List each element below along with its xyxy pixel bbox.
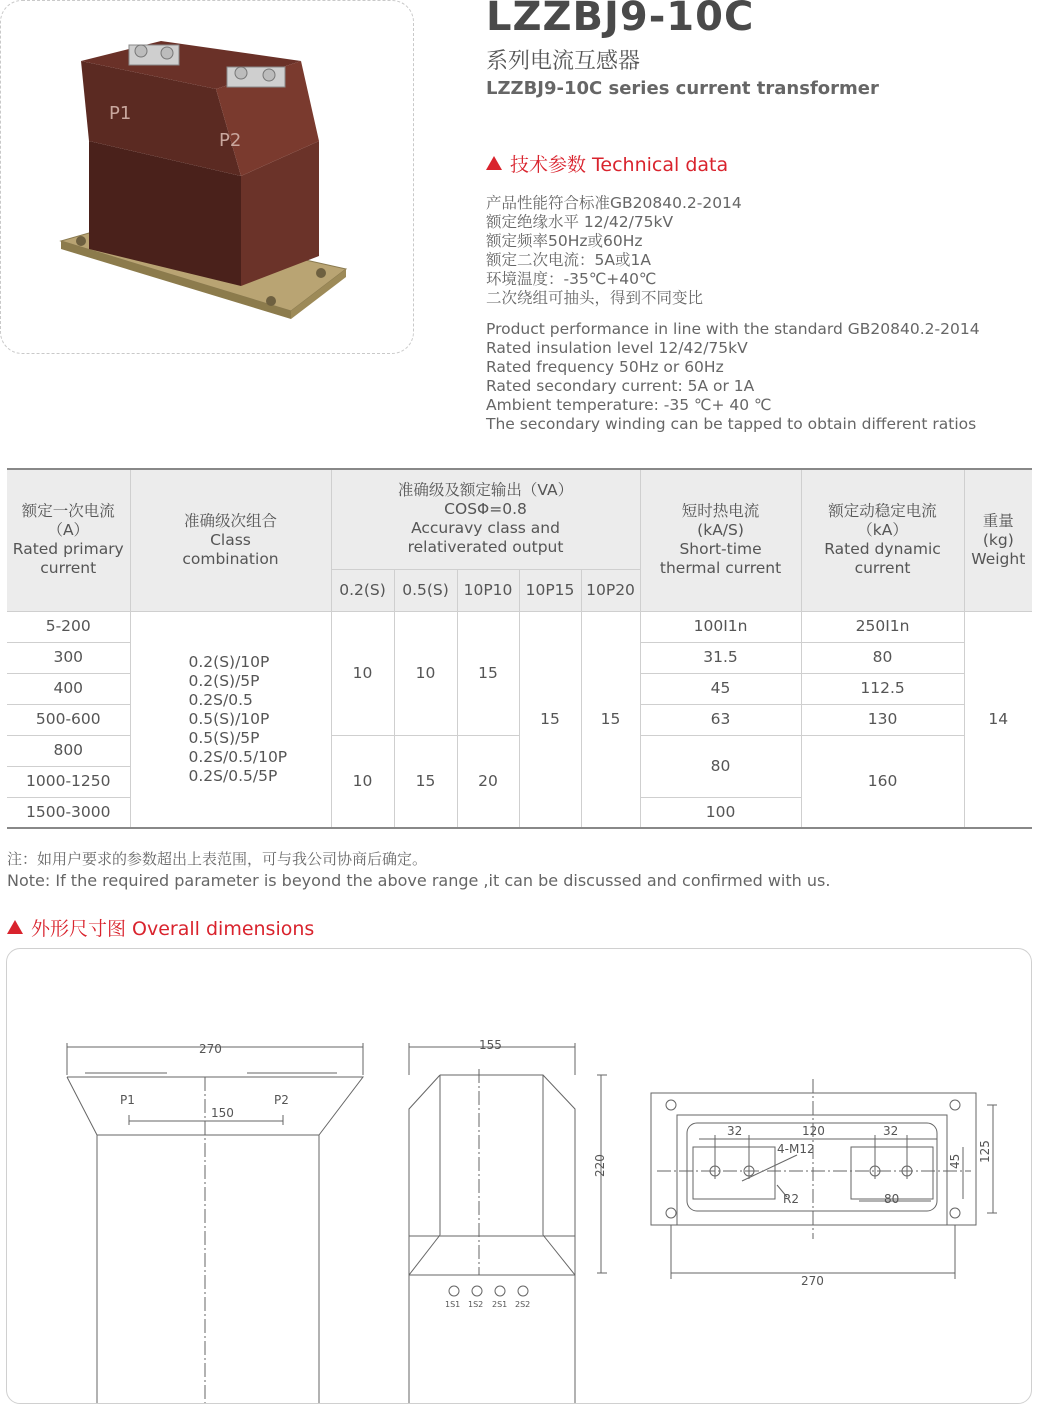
- base-dim-45: 45: [948, 1153, 962, 1169]
- terminal-label: 2S2: [515, 1300, 531, 1309]
- base-dim-32b: 32: [883, 1124, 899, 1138]
- note-cn: 注：如用户要求的参数超出上表范围，可与我公司协商后确定。: [7, 850, 428, 868]
- base-dim-270: 270: [801, 1274, 824, 1288]
- photo-label-p1: P1: [109, 103, 132, 124]
- front-p2-label: P2: [274, 1093, 289, 1107]
- dynamic-cell: 112.5: [801, 673, 964, 704]
- primary-cell: 400: [7, 673, 130, 704]
- spec-list-en: [486, 320, 980, 434]
- base-r2-label: R2: [783, 1192, 799, 1206]
- base-dim-80: 80: [884, 1192, 900, 1206]
- subtitle-cn: 系列电流互感器: [486, 49, 641, 74]
- technical-heading-text: 技术参数 Technical data: [510, 154, 729, 176]
- thermal-cell: 80: [640, 735, 801, 797]
- triangle-icon: [7, 920, 23, 934]
- dynamic-cell: 160: [801, 735, 964, 828]
- spec-line: 额定绝缘水平 12/42/75kV: [486, 213, 674, 231]
- base-thread-label: 4-M12: [777, 1142, 815, 1156]
- subtitle-en: LZZBJ9-10C series current transformer: [486, 78, 879, 99]
- base-dim-32a: 32: [727, 1124, 743, 1138]
- dimensions-heading-text: 外形尺寸图 Overall dimensions: [31, 918, 315, 940]
- header-class-combination: 准确级次组合 Class combination: [130, 469, 331, 611]
- thermal-cell: 45: [640, 673, 801, 704]
- front-width-label: 270: [199, 1042, 222, 1056]
- dimension-drawings: [7, 949, 1031, 1403]
- spec-line: 额定二次电流：5A或1A: [486, 251, 651, 269]
- photo-label-p2: P2: [219, 130, 242, 151]
- header-primary-current: 额定一次电流 （A） Rated primary current: [7, 469, 130, 611]
- spec-list-cn: [486, 194, 742, 308]
- weight-cell: 14: [964, 611, 1032, 828]
- terminal-label: 1S1: [445, 1300, 461, 1309]
- dimensions-heading: [7, 914, 314, 941]
- dynamic-cell: 250I1n: [801, 611, 964, 642]
- thermal-cell: 31.5: [640, 642, 801, 673]
- dynamic-cell: 80: [801, 642, 964, 673]
- header-dynamic-current: 额定动稳定电流 （kA） Rated dynamic current: [801, 469, 964, 611]
- spec-table: [7, 468, 1032, 829]
- technical-data-heading: [486, 150, 728, 177]
- class-combo-cell: 0.2(S)/10P 0.2(S)/5P 0.2S/0.5 0.5(S)/10P 0.5(S)/5P 0.2S/0.5/10P 0.2S/0.5/5P: [130, 611, 331, 828]
- primary-cell: 5-200: [7, 611, 130, 642]
- terminal-label: 1S2: [468, 1300, 484, 1309]
- header-weight: 重量 (kg) Weight: [964, 469, 1032, 611]
- primary-cell: 1000-1250: [7, 766, 130, 797]
- front-p1-label: P1: [120, 1093, 135, 1107]
- terminal-label: 2S1: [492, 1300, 508, 1309]
- subheader-cell: 0.5(S): [394, 569, 457, 611]
- spec-line: Rated secondary current: 5A or 1A: [486, 377, 755, 395]
- value-cell: 10: [331, 611, 394, 735]
- primary-cell: 500-600: [7, 704, 130, 735]
- base-dim-120: 120: [802, 1124, 825, 1138]
- spec-line: 二次绕组可抽头，得到不同变比: [486, 289, 704, 307]
- subheader-cell: 10P15: [519, 569, 581, 611]
- spec-line: The secondary winding can be tapped to obtain different ratios: [486, 415, 977, 433]
- dynamic-cell: 130: [801, 704, 964, 735]
- spec-line: Product performance in line with the standard GB20840.2-2014: [486, 320, 980, 338]
- subheader-cell: 0.2(S): [331, 569, 394, 611]
- spec-line: Rated insulation level 12/42/75kV: [486, 339, 748, 357]
- side-view-drawing: [409, 1038, 607, 1403]
- front-spacing-label: 150: [211, 1106, 234, 1120]
- value-cell: 15: [519, 611, 581, 828]
- value-cell: 20: [457, 735, 519, 828]
- value-cell: 10: [331, 735, 394, 828]
- spec-line: Ambient temperature: -35 ℃+ 40 ℃: [486, 396, 772, 414]
- value-cell: 10: [394, 611, 457, 735]
- primary-cell: 800: [7, 735, 130, 766]
- spec-line: 额定频率50Hz或60Hz: [486, 232, 643, 250]
- table-row: [7, 611, 1032, 642]
- product-photo-frame: [0, 0, 414, 354]
- base-dim-125: 125: [978, 1140, 992, 1163]
- spec-line: Rated frequency 50Hz or 60Hz: [486, 358, 724, 376]
- value-cell: 15: [581, 611, 640, 828]
- front-view-drawing: [47, 1042, 363, 1403]
- page-title: LZZBJ9-10C: [486, 0, 755, 40]
- value-cell: 15: [394, 735, 457, 828]
- thermal-cell: 100I1n: [640, 611, 801, 642]
- subheader-cell: 10P10: [457, 569, 519, 611]
- thermal-cell: 100: [640, 797, 801, 828]
- header-thermal-current: 短时热电流 (kA/S) Short-time thermal current: [640, 469, 801, 611]
- note-en: Note: If the required parameter is beyond the above range ,it can be discussed and confirmed with us.: [7, 871, 831, 890]
- side-width-label: 155: [479, 1038, 502, 1052]
- spec-line: 产品性能符合标准GB20840.2-2014: [486, 194, 742, 212]
- triangle-icon: [486, 156, 502, 170]
- product-photo: [1, 1, 415, 355]
- spec-line: 环境温度：-35℃+40℃: [486, 270, 657, 288]
- side-height-label: 220: [593, 1154, 607, 1177]
- primary-cell: 300: [7, 642, 130, 673]
- base-view-drawing: [651, 1079, 997, 1288]
- subheader-cell: 10P20: [581, 569, 640, 611]
- header-accuracy-output: 准确级及额定输出（VA） COSΦ=0.8 Accuravy class and relativerated output: [331, 469, 640, 569]
- thermal-cell: 63: [640, 704, 801, 735]
- value-cell: 15: [457, 611, 519, 735]
- primary-cell: 1500-3000: [7, 797, 130, 828]
- dimensions-drawing-frame: [6, 948, 1032, 1404]
